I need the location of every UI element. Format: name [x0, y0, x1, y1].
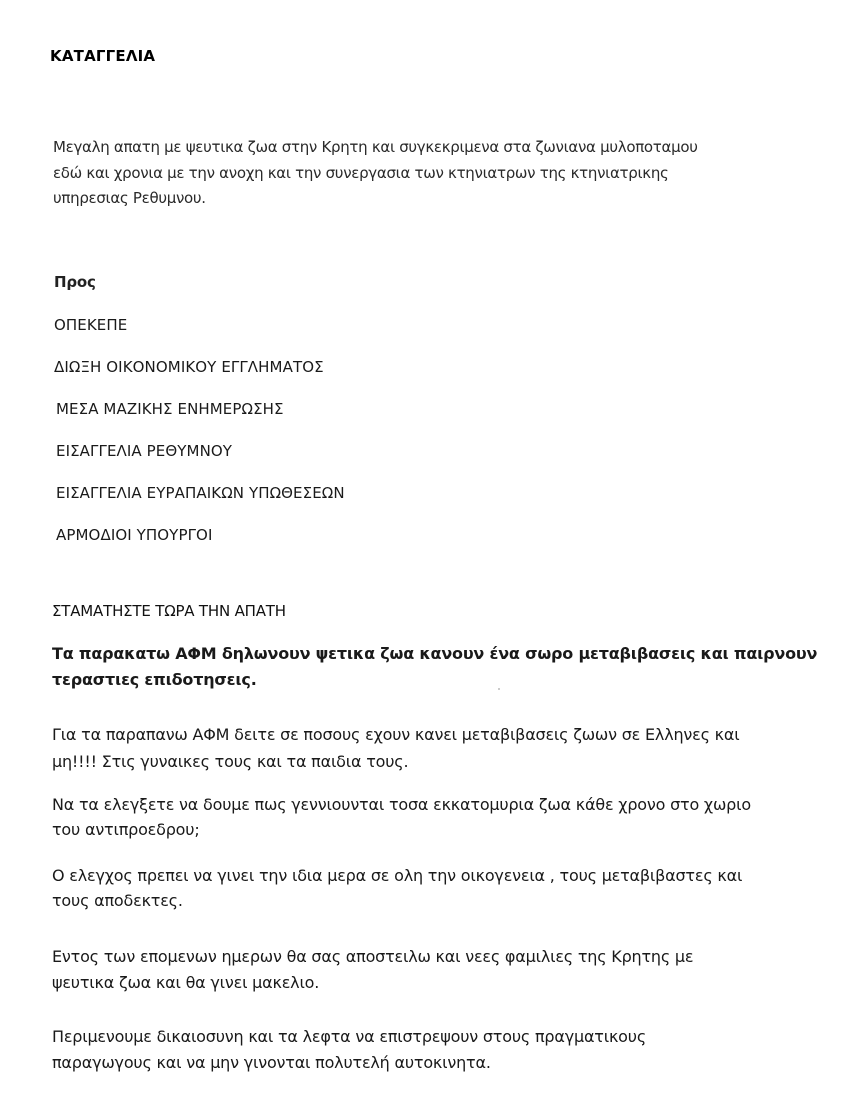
recipient-item: ΕΙΣΑΓΓΕΛΙΑ ΕΥΡΑΠΑΙΚΩΝ ΥΠΩΘΕΣΕΩΝ: [56, 484, 345, 502]
paragraph-line: Ο ελεγχος πρεπει να γινει την ιδια μερα σε ολη την οικογενεια , τους μεταβιβαστες και: [52, 866, 743, 885]
paragraph-line: Να τα ελεγξετε να δουμε πως γεννιουνται τοσα εκκατομυρια ζωα κάθε χρονο στο χωριο: [52, 795, 751, 814]
call-to-action-heading: ΣΤΑΜΑΤΗΣΤΕ ΤΩΡΑ ΤΗΝ ΑΠΑΤΗ: [52, 602, 286, 620]
intro-line: Μεγαλη απατη με ψευτικα ζωα στην Κρητη και συγκεκριμενα στα ζωνιανα μυλοποταμου: [53, 138, 698, 156]
paragraph-line: Για τα παραπανω ΑΦΜ δειτε σε ποσους εχουν κανει μεταβιβασεις ζωων σε Ελληνες και: [52, 725, 740, 744]
paragraph-line: παραγωγους και να μην γινονται πολυτελή αυτοκινητα.: [52, 1053, 491, 1072]
recipient-item: ΟΠΕΚΕΠΕ: [54, 316, 128, 334]
recipient-item: ΜΕΣΑ ΜΑΖΙΚΗΣ ΕΝΗΜΕΡΩΣΗΣ: [56, 400, 284, 418]
paragraph-line: Εντος των επομενων ημερων θα σας αποστειλω και νεες φαμιλιες της Κρητης με: [52, 947, 694, 966]
paragraph-line: του αντιπροεδρου;: [52, 820, 200, 839]
recipient-item: ΔΙΩΞΗ ΟΙΚΟΝΟΜΙΚΟΥ ΕΓΓΛΗΜΑΤΟΣ: [54, 358, 324, 376]
intro-line: εδώ και χρονια με την ανοχη και την συνεργασια των κτηνιατρων της κτηνιατρικης: [53, 164, 669, 182]
paragraph-line: ψευτικα ζωα και θα γινει μακελιο.: [52, 973, 320, 992]
intro-line: υπηρεσιας Ρεθυμνου.: [53, 189, 206, 207]
recipient-item: ΑΡΜΟΔΙΟΙ ΥΠΟΥΡΓΟΙ: [56, 526, 213, 544]
recipients-label: Προς: [54, 273, 96, 291]
paragraph-line: Τα παρακατω ΑΦΜ δηλωνουν ψετικα ζωα κανουν ένα σωρο μεταβιβασεις και παιρνουν: [52, 644, 818, 663]
paragraph-line: τους αποδεκτες.: [52, 891, 183, 910]
document-title: ΚΑΤΑΓΓΕΛΙΑ: [50, 47, 156, 65]
paragraph-line: τεραστιες επιδοτησεις.: [52, 670, 257, 689]
scan-speck: [498, 688, 500, 690]
paragraph-line: Περιμενουμε δικαιοσυνη και τα λεφτα να επιστρεψουν στους πραγματικους: [52, 1027, 647, 1046]
recipient-item: ΕΙΣΑΓΓΕΛΙΑ ΡΕΘΥΜΝΟΥ: [56, 442, 233, 460]
paragraph-line: μη!!!! Στις γυναικες τους και τα παιδια τους.: [52, 752, 409, 771]
